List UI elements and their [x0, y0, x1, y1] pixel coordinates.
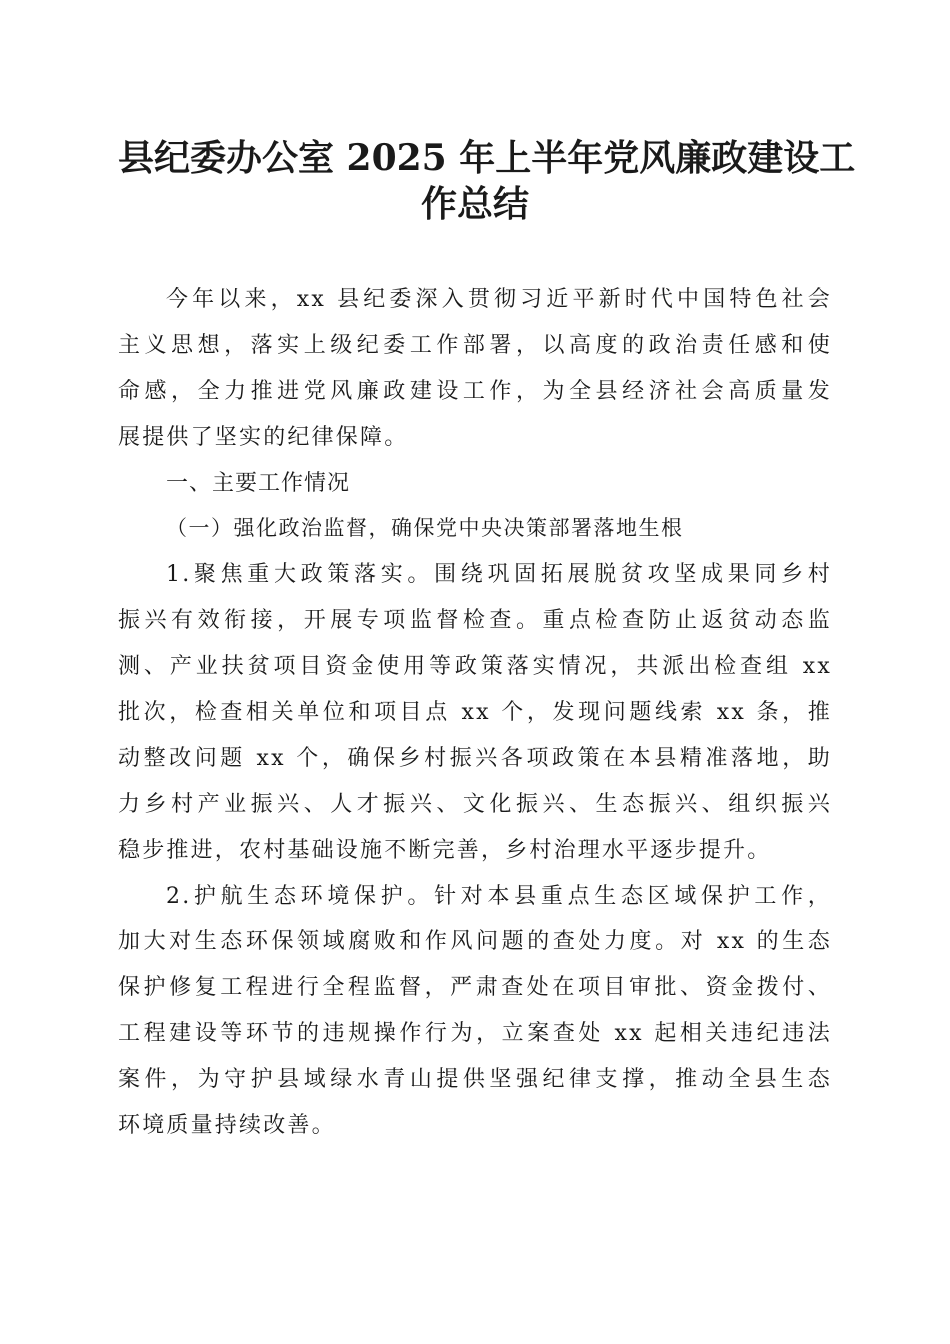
document-body [118, 277, 832, 1149]
document-title [118, 135, 856, 227]
item2-line-6: 环境质量持续改善。 [118, 1113, 336, 1139]
item1-line-3: 测、产业扶贫项目资金使用等政策落实情况，共派出检查组 xx [118, 654, 832, 680]
title-line-1: 县纪委办公室 2025 年上半年党风廉政建设工 [118, 137, 856, 179]
intro-line-2: 主义思想，落实上级纪委工作部署，以高度的政治责任感和使 [118, 332, 832, 358]
item2-line-3: 保护修复工程进行全程监督，严肃查处在项目审批、资金拨付、 [118, 975, 832, 1001]
item1-line-2: 振兴有效衔接，开展专项监督检查。重点检查防止返贫动态监 [118, 608, 832, 634]
intro-paragraph [118, 277, 832, 461]
intro-line-4: 展提供了坚实的纪律保障。 [118, 424, 409, 450]
item2-line-5: 案件，为守护县域绿水青山提供坚强纪律支撑，推动全县生态 [118, 1067, 832, 1093]
item1-line-5: 动整改问题 xx 个，确保乡村振兴各项政策在本县精准落地，助 [118, 745, 832, 771]
item-1-paragraph [118, 552, 832, 873]
title-line-2: 作总结 [420, 183, 529, 225]
item2-line-2: 加大对生态环保领域腐败和作风问题的查处力度。对 xx 的生态 [118, 929, 832, 955]
item2-line-4: 工程建设等环节的违规操作行为，立案查处 xx 起相关违纪违法 [118, 1021, 832, 1047]
item1-line-1: 1.聚焦重大政策落实。围绕巩固拓展脱贫攻坚成果同乡村 [166, 562, 832, 588]
item1-line-7: 稳步推进，农村基础设施不断完善，乡村治理水平逐步提升。 [118, 837, 772, 863]
intro-line-3: 命感，全力推进党风廉政建设工作，为全县经济社会高质量发 [118, 378, 832, 404]
item1-line-4: 批次，检查相关单位和项目点 xx 个，发现问题线索 xx 条，推 [118, 700, 832, 726]
item-2-paragraph [118, 874, 832, 1149]
subsection-heading: （一）强化政治监督，确保党中央决策部署落地生根 [166, 516, 684, 541]
section-heading: 一、主要工作情况 [166, 470, 351, 496]
intro-line-1: 今年以来，xx 县纪委深入贯彻习近平新时代中国特色社会 [166, 287, 832, 312]
item1-line-6: 力乡村产业振兴、人才振兴、文化振兴、生态振兴、组织振兴 [118, 791, 832, 817]
item2-line-1: 2.护航生态环境保护。针对本县重点生态区域保护工作， [166, 883, 832, 909]
